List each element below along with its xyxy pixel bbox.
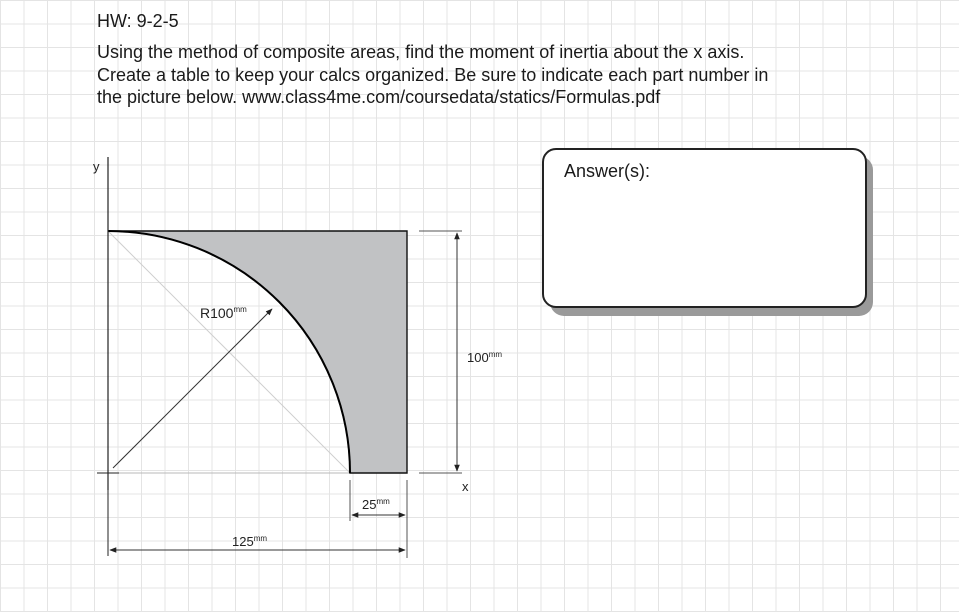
radius-line [113, 309, 272, 468]
radius-unit: mm [233, 305, 247, 314]
homework-title: HW: 9-2-5 [97, 11, 179, 31]
gap-unit: mm [376, 497, 390, 506]
width-unit: mm [253, 534, 268, 543]
height-dimension-label [467, 350, 502, 365]
width-dimension-label [232, 534, 267, 549]
height-value: 100 [467, 350, 489, 365]
y-axis-label: y [93, 159, 100, 174]
x-axis-label: x [462, 479, 469, 494]
radius-value: R100 [200, 305, 234, 321]
gap-value: 25 [362, 497, 377, 512]
instruction-line: the picture below. www.class4me.com/coursedata/statics/Formulas.pdf [97, 87, 661, 107]
shaded-area [108, 231, 407, 473]
width-value: 125 [232, 534, 254, 549]
radius-label [200, 305, 247, 321]
instruction-line: Using the method of composite areas, find the moment of inertia about the x axis. [97, 42, 745, 62]
answer-label: Answer(s): [564, 161, 651, 181]
gap-dimension-label [362, 497, 390, 512]
instruction-line: Create a table to keep your calcs organized. Be sure to indicate each part number in [97, 64, 769, 85]
height-unit: mm [488, 350, 503, 359]
